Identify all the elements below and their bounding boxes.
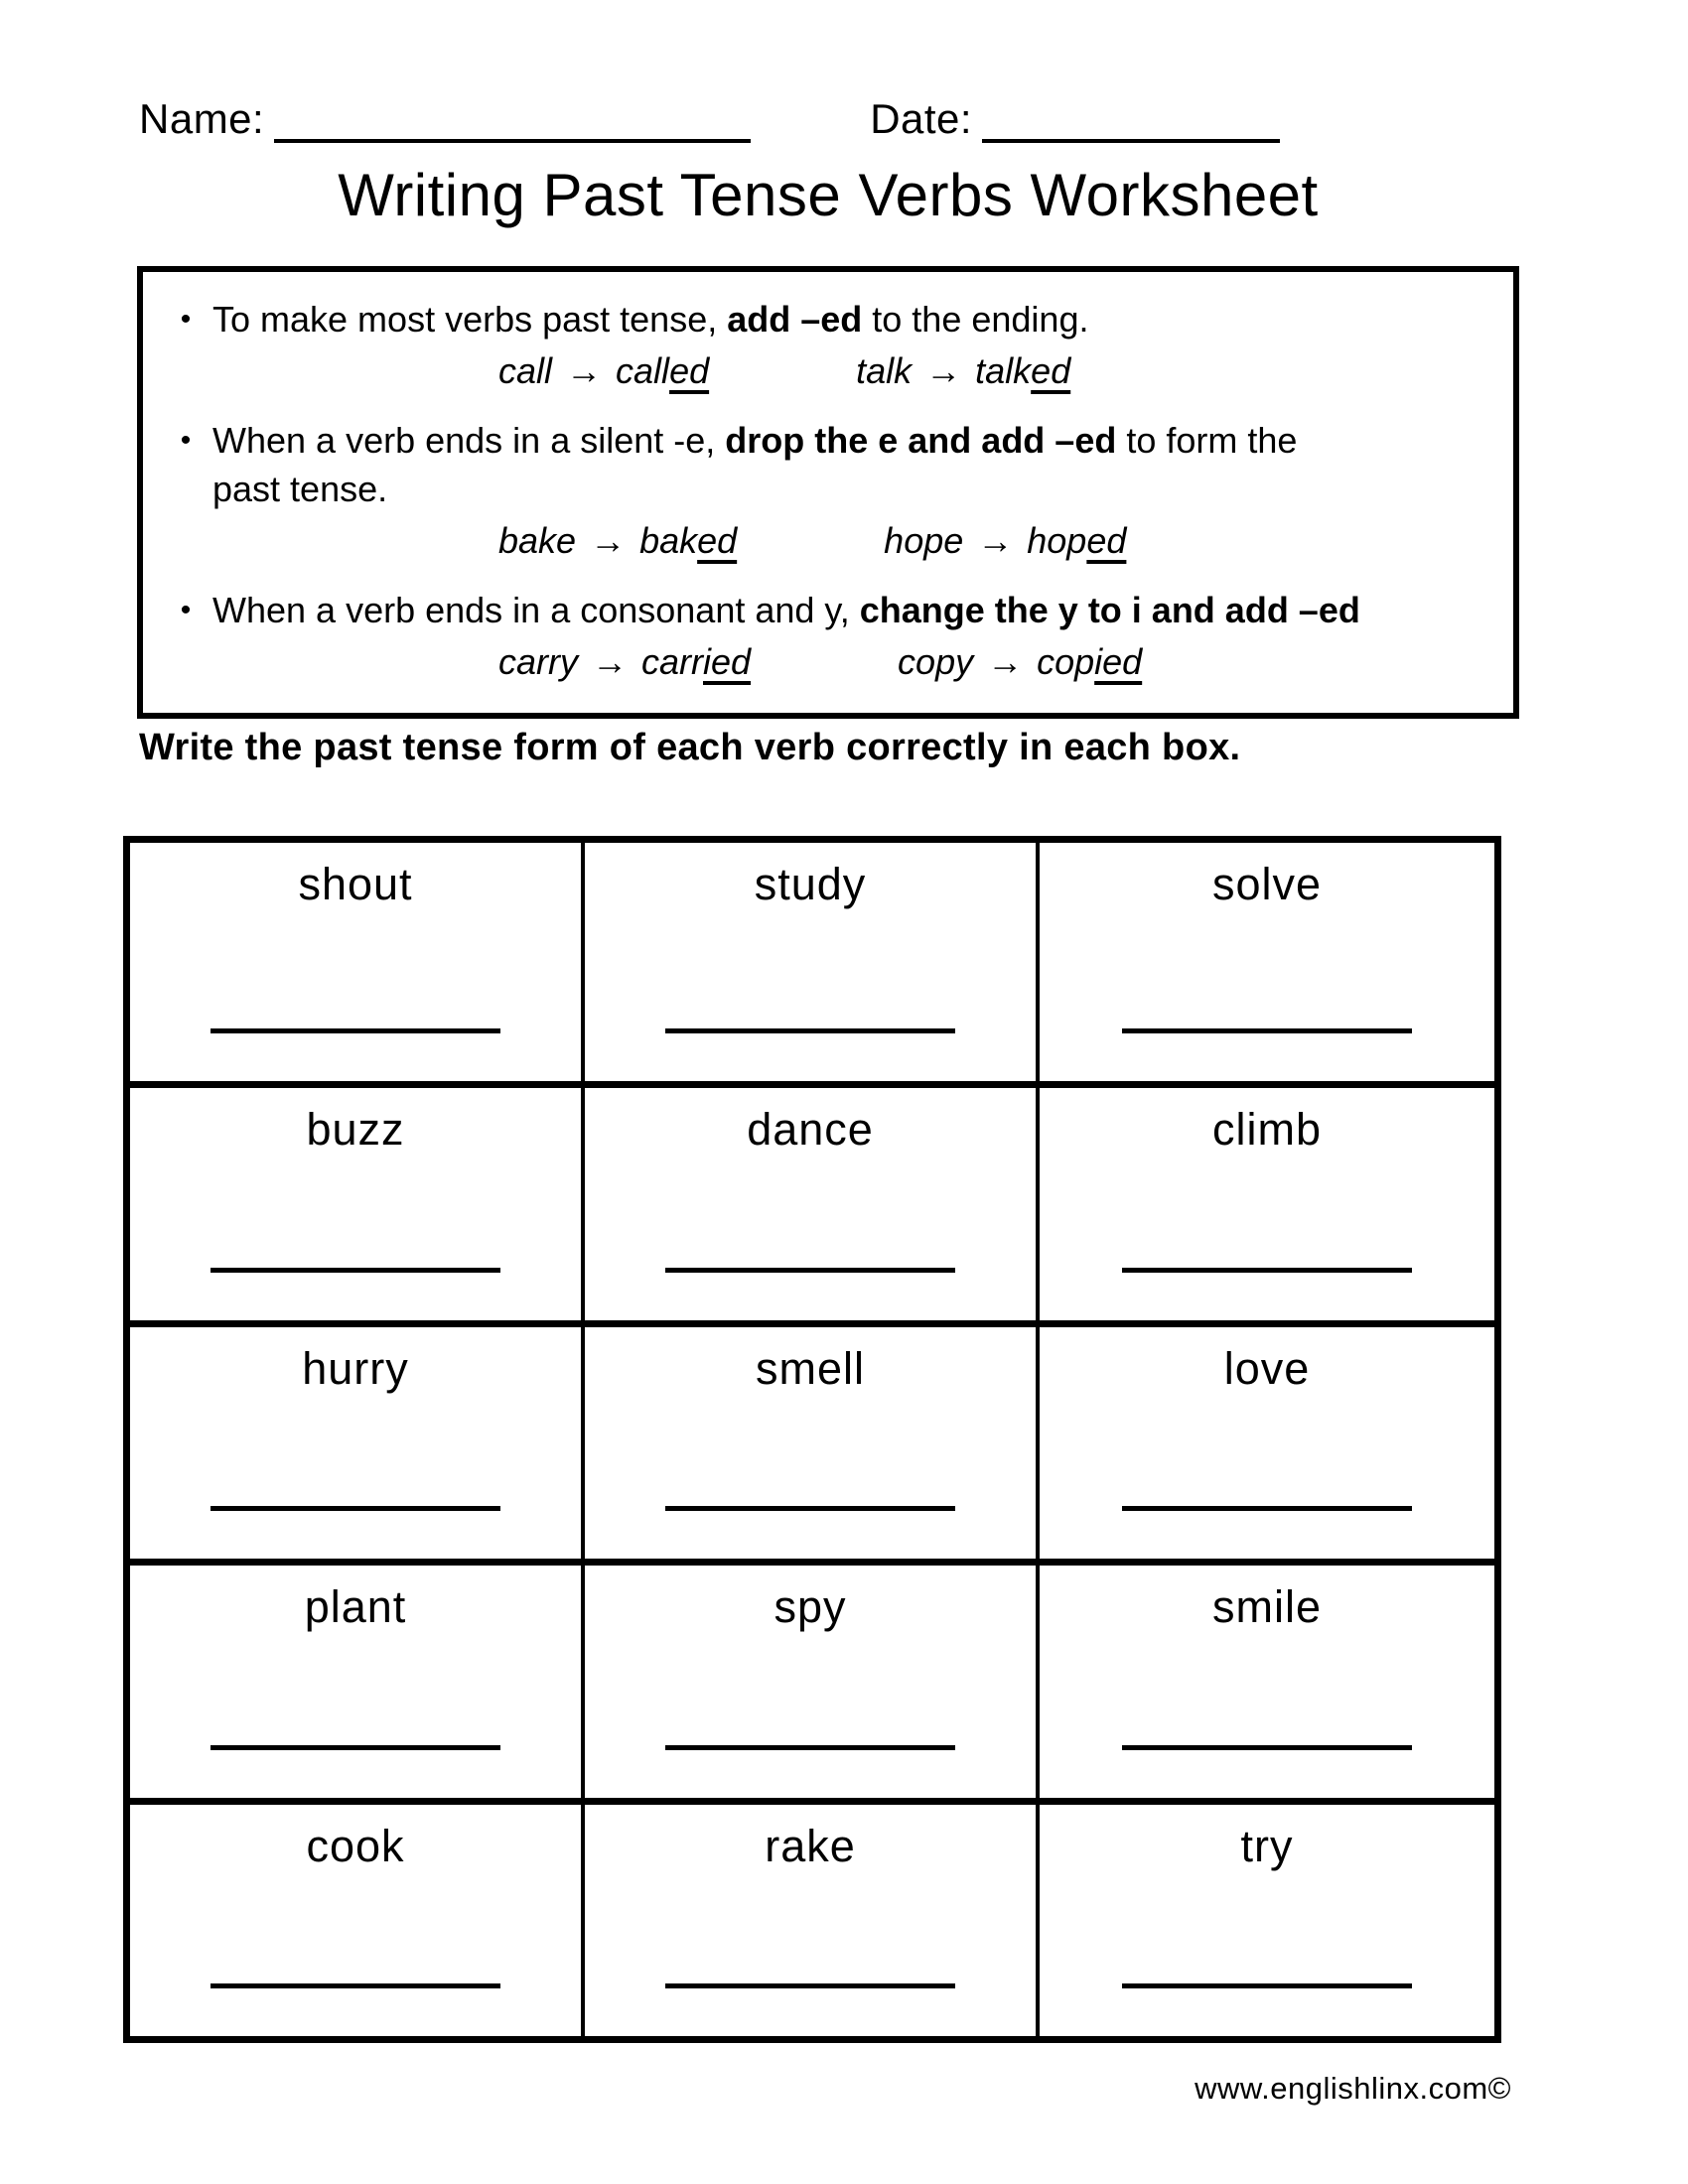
example-ending: ied <box>1094 641 1143 683</box>
rule-consonant-y <box>159 587 1489 634</box>
answer-blank[interactable] <box>665 1745 955 1750</box>
rule-silent-e-examples <box>159 517 1489 565</box>
rule-text <box>212 417 1489 512</box>
example-stem: talk <box>975 350 1032 392</box>
date-input-line[interactable] <box>982 95 1280 143</box>
example-stem: hop <box>1027 519 1087 561</box>
answer-blank[interactable] <box>665 1028 955 1033</box>
example-carry <box>498 638 751 686</box>
rules-box <box>137 266 1519 719</box>
bullet-icon: • <box>180 424 192 458</box>
answer-blank[interactable] <box>211 1268 500 1273</box>
example-base: hope <box>884 519 964 561</box>
footer-url: www.englishlinx.com© <box>1195 2071 1511 2106</box>
rule-text <box>212 296 1489 343</box>
verb-label: spy <box>774 1581 847 1633</box>
example-ending: ed <box>697 519 738 561</box>
header-row <box>139 95 1280 143</box>
name-label: Name: <box>139 95 265 142</box>
verb-label: solve <box>1211 859 1323 909</box>
verb-grid <box>123 836 1501 2043</box>
answer-blank[interactable] <box>1122 1983 1412 1988</box>
verb-cell-climb <box>1040 1081 1494 1319</box>
example-stem: call <box>616 350 670 392</box>
bullet-icon: • <box>180 303 192 336</box>
verb-label: study <box>754 859 867 909</box>
answer-blank[interactable] <box>1122 1268 1412 1273</box>
example-stem: cop <box>1037 641 1095 683</box>
example-hope <box>884 517 1126 565</box>
rule-bold: add –ed <box>727 299 863 340</box>
verb-cell-shout <box>130 843 585 1081</box>
verb-cell-cook <box>130 1798 585 2036</box>
verb-label: try <box>1240 1820 1294 1871</box>
rule-post: to form the <box>1116 420 1298 462</box>
answer-blank[interactable] <box>211 1028 500 1033</box>
rule-post-line2: past tense. <box>212 468 388 509</box>
verb-cell-smell <box>585 1320 1040 1559</box>
rule-text <box>212 587 1489 634</box>
answer-blank[interactable] <box>665 1983 955 1988</box>
arrow-icon: → <box>592 641 628 683</box>
page-title: Writing Past Tense Verbs Worksheet <box>338 162 1319 228</box>
date-label: Date: <box>870 95 973 142</box>
verb-cell-love <box>1040 1320 1494 1559</box>
arrow-icon: → <box>566 350 603 392</box>
verb-cell-hurry <box>130 1320 585 1559</box>
verb-label: cook <box>306 1820 405 1871</box>
answer-blank[interactable] <box>211 1745 500 1750</box>
rule-consonant-y-examples <box>159 638 1489 686</box>
instruction-text: Write the past tense form of each verb correctly in each box. <box>139 727 1241 768</box>
rule-post: to the ending. <box>862 299 1089 340</box>
arrow-icon: → <box>987 641 1024 683</box>
rule-pre: When a verb ends in a silent -e, <box>212 420 726 462</box>
verb-label: plant <box>304 1581 407 1633</box>
name-input-line[interactable] <box>274 95 751 143</box>
answer-blank[interactable] <box>1122 1028 1412 1033</box>
rule-add-ed <box>159 296 1489 343</box>
answer-blank[interactable] <box>1122 1745 1412 1750</box>
example-base: call <box>498 350 553 392</box>
verb-cell-try <box>1040 1798 1494 2036</box>
rule-bold: change the y to i and add –ed <box>859 590 1360 631</box>
verb-label: smile <box>1211 1581 1322 1633</box>
example-call <box>498 347 709 395</box>
example-ending: ied <box>703 641 752 683</box>
example-stem: carr <box>641 641 703 683</box>
example-ending: ed <box>1086 519 1127 561</box>
verb-cell-smile <box>1040 1559 1494 1797</box>
answer-blank[interactable] <box>665 1506 955 1511</box>
verb-label: smell <box>755 1342 865 1394</box>
arrow-icon: → <box>590 519 627 561</box>
answer-blank[interactable] <box>211 1983 500 1988</box>
verb-cell-buzz <box>130 1081 585 1319</box>
verb-label: love <box>1223 1342 1311 1394</box>
rule-pre: To make most verbs past tense, <box>212 299 728 340</box>
example-talk <box>856 347 1070 395</box>
verb-label: rake <box>765 1820 856 1871</box>
arrow-icon: → <box>925 350 962 392</box>
verb-label: shout <box>298 859 413 909</box>
verb-cell-spy <box>585 1559 1040 1797</box>
example-base: copy <box>898 641 974 683</box>
answer-blank[interactable] <box>665 1268 955 1273</box>
example-copy <box>898 638 1142 686</box>
example-ending: ed <box>1031 350 1071 392</box>
example-bake <box>498 517 737 565</box>
verb-cell-dance <box>585 1081 1040 1319</box>
bullet-icon: • <box>180 594 192 627</box>
example-base: bake <box>498 519 577 561</box>
example-ending: ed <box>669 350 710 392</box>
verb-cell-plant <box>130 1559 585 1797</box>
rule-add-ed-examples <box>159 347 1489 395</box>
example-base: talk <box>856 350 913 392</box>
arrow-icon: → <box>977 519 1014 561</box>
example-stem: bak <box>639 519 698 561</box>
verb-label: buzz <box>306 1104 405 1156</box>
verb-label: hurry <box>302 1342 409 1394</box>
verb-cell-solve <box>1040 843 1494 1081</box>
answer-blank[interactable] <box>211 1506 500 1511</box>
verb-label: climb <box>1211 1104 1322 1156</box>
rule-bold: drop the e and add –ed <box>725 420 1117 462</box>
rule-pre: When a verb ends in a consonant and y, <box>212 590 860 631</box>
rule-silent-e <box>159 417 1489 512</box>
verb-cell-study <box>585 843 1040 1081</box>
answer-blank[interactable] <box>1122 1506 1412 1511</box>
example-base: carry <box>498 641 578 683</box>
verb-cell-rake <box>585 1798 1040 2036</box>
verb-label: dance <box>747 1104 874 1156</box>
